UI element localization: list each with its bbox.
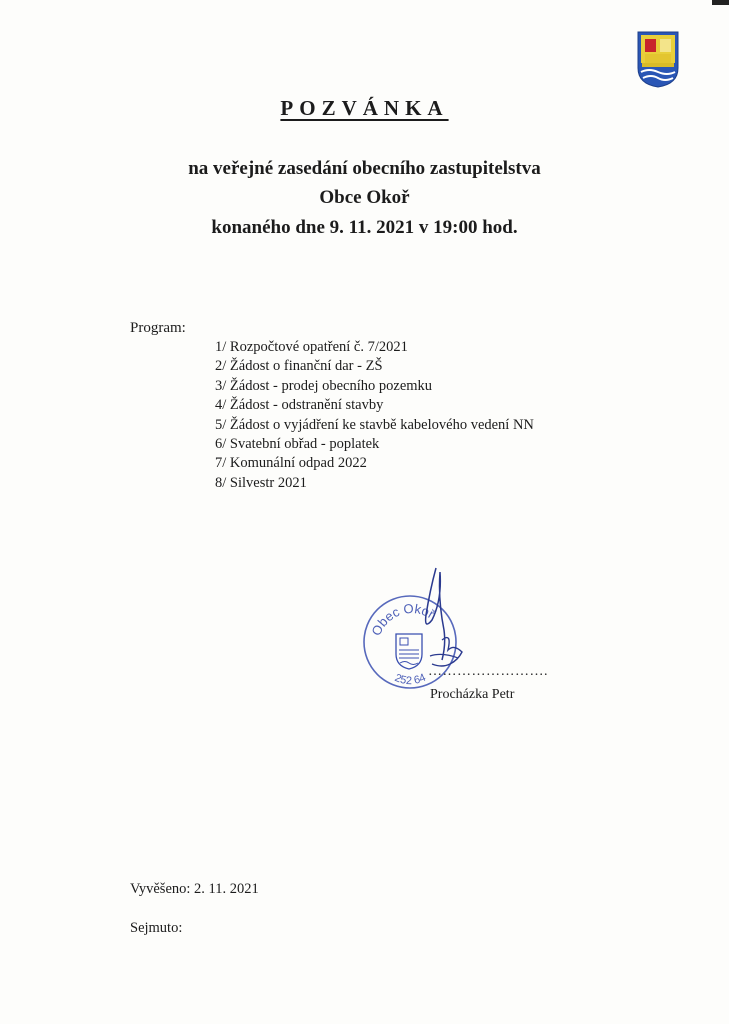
meeting-date: konaného dne 9. 11. 2021 v 19:00 hod. <box>211 217 518 238</box>
municipal-coat-of-arms-icon <box>636 30 680 88</box>
list-item: 4/ Žádost - odstranění stavby <box>215 397 384 414</box>
municipality-name: Obce Okoř <box>319 187 410 208</box>
svg-text:252 64: 252 64 <box>392 671 428 688</box>
list-item: 8/ Silvestr 2021 <box>215 474 307 491</box>
program-list <box>215 338 534 493</box>
list-item: 5/ Žádost o vyjádření ke stavbě kabelového vedení NN <box>215 416 534 433</box>
list-item: 7/ Komunální odpad 2022 <box>215 455 367 472</box>
list-item: 2/ Žádost o finanční dar - ZŠ <box>215 358 383 375</box>
signature-area <box>360 560 580 710</box>
removed-date: Sejmuto: <box>130 920 183 936</box>
signer-name: Procházka Petr <box>430 687 515 702</box>
handwritten-signature <box>412 560 482 675</box>
svg-text:Obec Okoř: Obec Okoř <box>368 600 438 638</box>
meeting-description: na veřejné zasedání obecního zastupitelstva <box>188 158 541 179</box>
list-item: 6/ Svatební obřad - poplatek <box>215 436 380 453</box>
signature-line: ……………………. <box>428 664 548 679</box>
program-label: Program: <box>130 320 186 336</box>
scan-mark <box>712 0 729 5</box>
posted-date: Vyvěšeno: 2. 11. 2021 <box>130 881 259 897</box>
list-item: 1/ Rozpočtové opatření č. 7/2021 <box>215 339 408 355</box>
document-title: POZVÁNKA <box>280 96 449 120</box>
list-item: 3/ Žádost - prodej obecního pozemku <box>215 377 433 394</box>
